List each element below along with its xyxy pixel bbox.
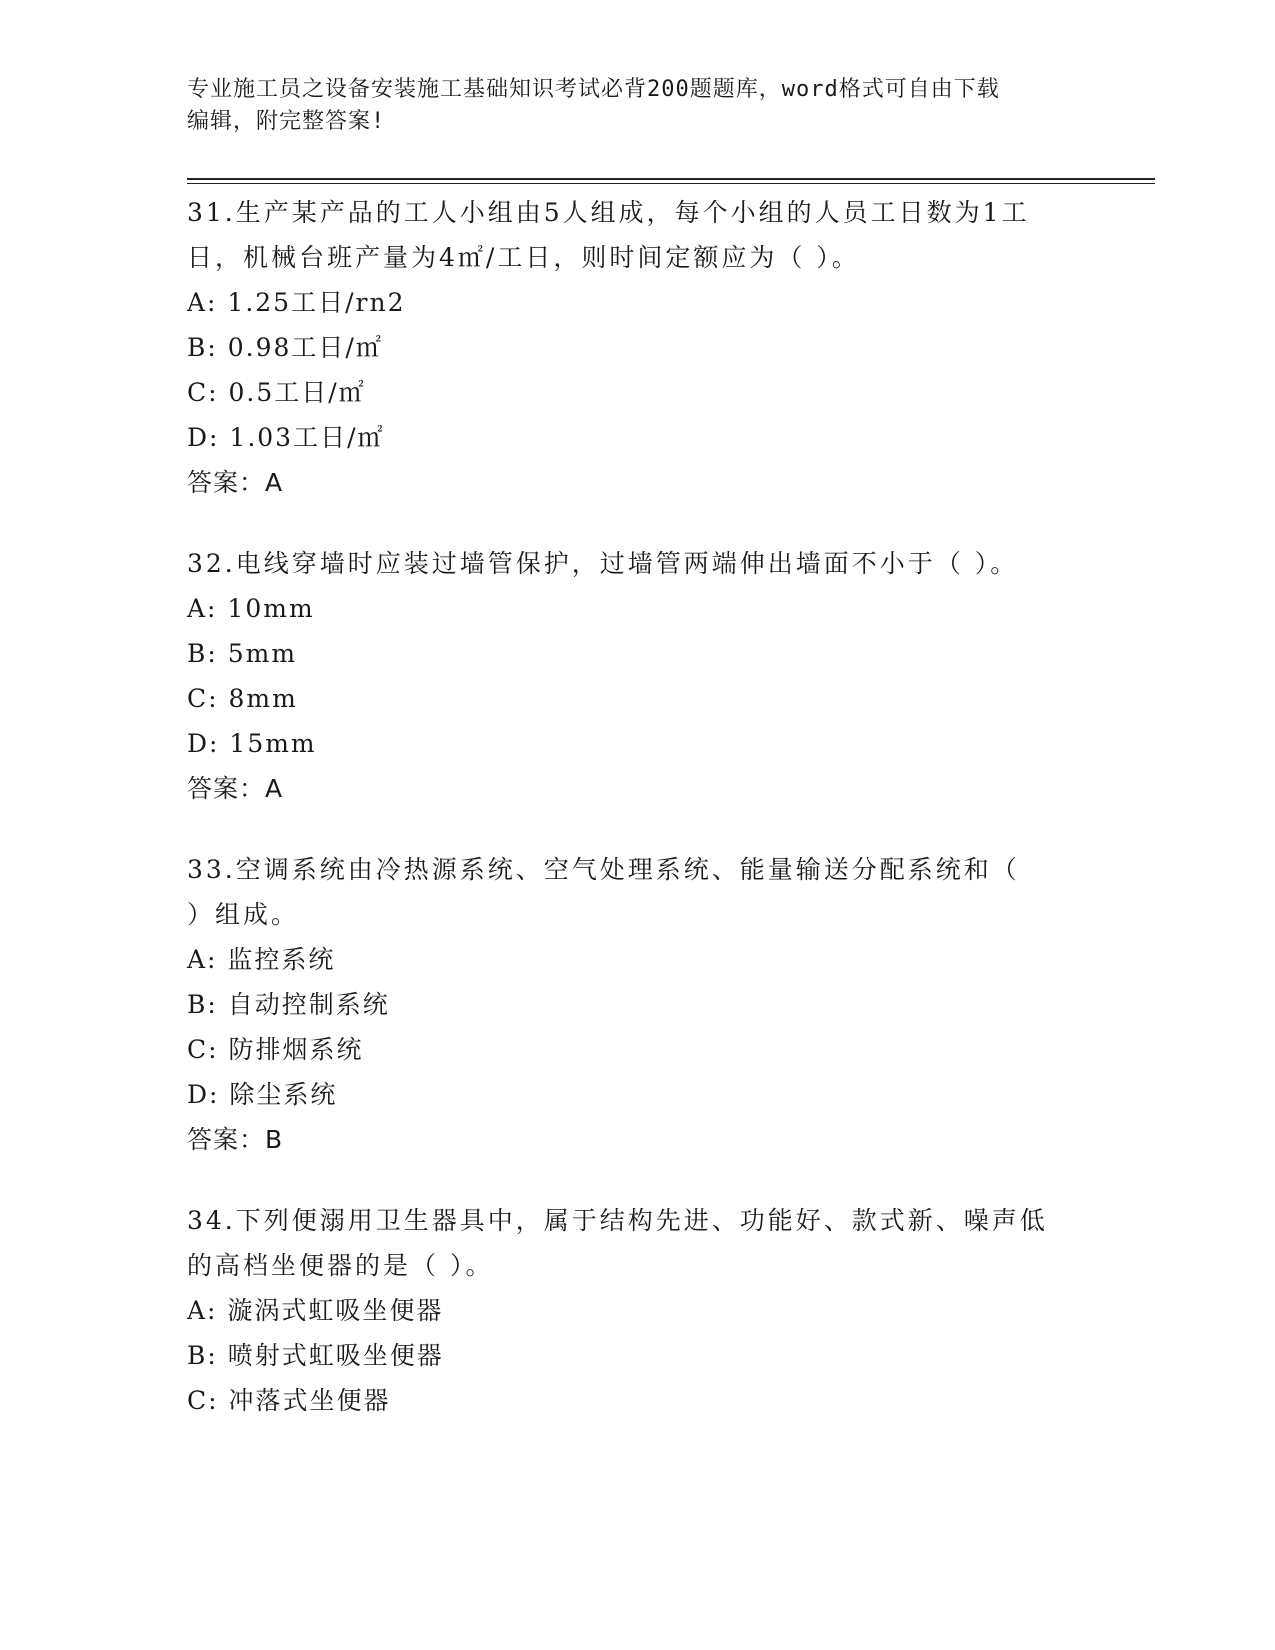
question-stem-line: 31.生产某产品的工人小组由5人组成，每个小组的人员工日数为1工: [187, 198, 1030, 227]
question-stem-line: ）组成。: [187, 900, 300, 929]
option-c: C: 8mm: [187, 684, 298, 713]
option-b: B: 喷射式虹吸坐便器: [187, 1341, 444, 1370]
option-a: A: 监控系统: [187, 945, 336, 974]
question-stem-line: 的高档坐便器的是（ ）。: [187, 1251, 494, 1280]
option-c: C: 冲落式坐便器: [187, 1386, 391, 1415]
answer: 答案：A: [187, 774, 284, 803]
question-list: [187, 190, 1087, 1459]
question-stem-line: 日，机械台班产量为4㎡/工日，则时间定额应为（ ）。: [187, 243, 860, 272]
option-b: B: 0.98工日/㎡: [187, 333, 383, 362]
question-31: [187, 190, 1087, 505]
answer: 答案：B: [187, 1125, 284, 1154]
option-a: A: 10mm: [187, 594, 315, 623]
header-line-2: 编辑，附完整答案!: [187, 109, 386, 134]
option-a: A: 漩涡式虹吸坐便器: [187, 1296, 444, 1325]
option-d: D: 1.03工日/㎡: [187, 423, 385, 452]
option-d: D: 除尘系统: [187, 1080, 338, 1109]
header-divider-thin: [187, 183, 1155, 184]
answer: 答案：A: [187, 468, 284, 497]
question-34: [187, 1198, 1087, 1423]
option-a: A: 1.25工日/rn2: [187, 288, 406, 317]
option-b: B: 自动控制系统: [187, 990, 390, 1019]
document-header: [187, 74, 1067, 138]
header-divider-thick: [187, 178, 1155, 180]
question-stem-line: 33.空调系统由冷热源系统、空气处理系统、能量输送分配系统和（: [187, 855, 1020, 884]
question-33: [187, 847, 1087, 1162]
question-32: [187, 541, 1087, 811]
header-line-1: 专业施工员之设备安装施工基础知识考试必背200题题库，word格式可自由下载: [187, 77, 1000, 102]
option-d: D: 15mm: [187, 729, 317, 758]
option-c: C: 0.5工日/㎡: [187, 378, 366, 407]
question-stem-line: 34.下列便溺用卫生器具中，属于结构先进、功能好、款式新、噪声低: [187, 1206, 1048, 1235]
option-b: B: 5mm: [187, 639, 298, 668]
option-c: C: 防排烟系统: [187, 1035, 364, 1064]
question-stem-line: 32.电线穿墙时应装过墙管保护，过墙管两端伸出墙面不小于（ ）。: [187, 549, 1019, 578]
